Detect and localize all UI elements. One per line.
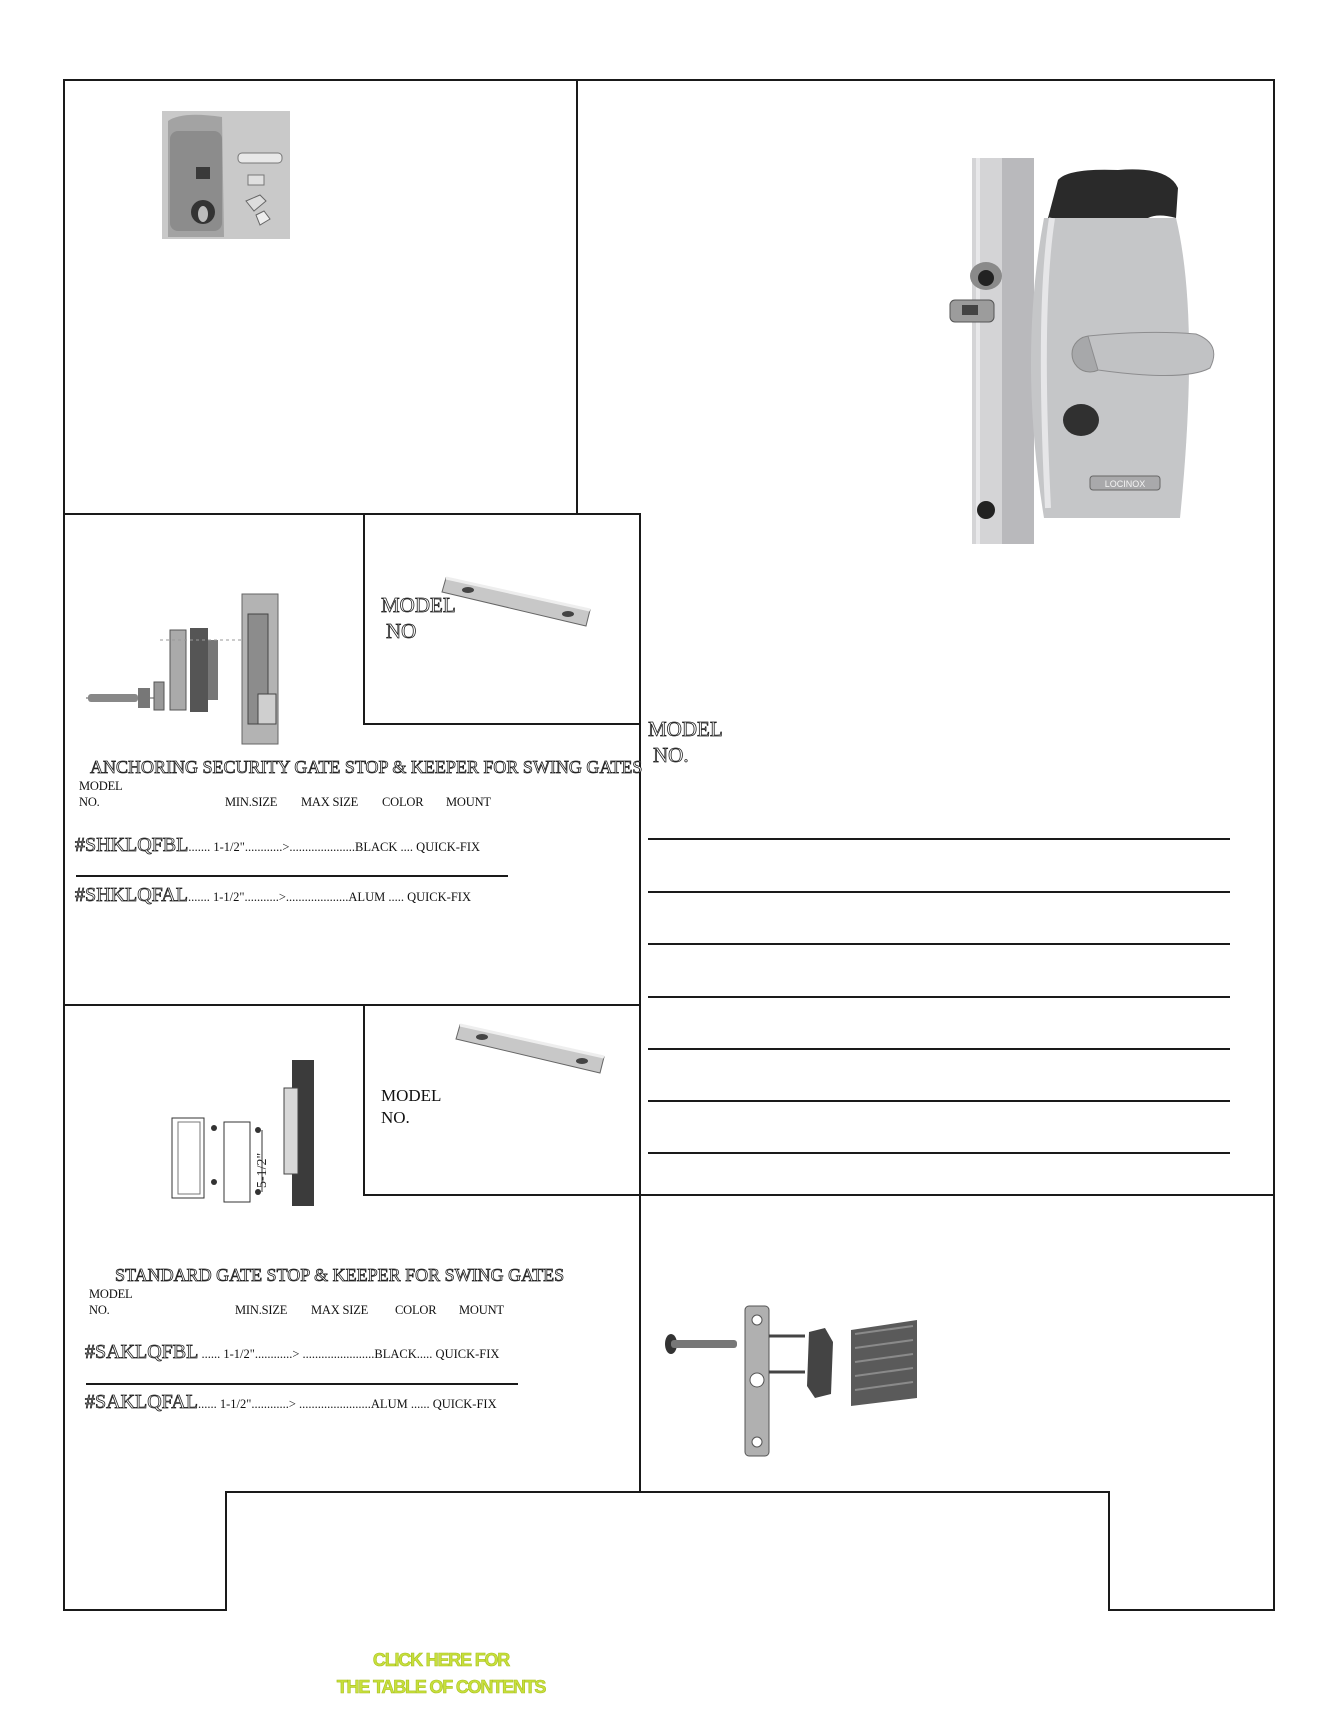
color: ALUM: [348, 890, 386, 904]
mount: QUICK-FIX: [432, 1397, 497, 1411]
entry-line: [648, 891, 1230, 893]
keeper-kit-image: [665, 1302, 925, 1462]
anchoring-row: #SHKLQFAL....... 1-1/2"...........>....................ALUM ..... QUICK-FIX: [75, 884, 471, 906]
standard-col-max: MAX SIZE: [311, 1303, 369, 1317]
anchoring-keeper-plate-image: [440, 570, 600, 630]
toc-link-line2[interactable]: THE TABLE OF CONTENTS: [336, 1677, 546, 1697]
standard-col-no: NO.: [89, 1303, 110, 1317]
row-divider: [86, 1383, 518, 1385]
min-size: 1-1/2": [223, 1347, 255, 1361]
standard-row: #SAKLQFAL...... 1-1/2"............> .......................ALUM ...... QUICK-FIX: [85, 1391, 497, 1413]
model-code: #SHKLQFBL: [75, 834, 189, 856]
standard-col-model: MODEL: [89, 1287, 133, 1301]
toc-link-line1[interactable]: CLICK HERE FOR: [372, 1650, 510, 1670]
standard-title: STANDARD GATE STOP & KEEPER FOR SWING GATES: [115, 1265, 565, 1285]
entry-line: [648, 996, 1230, 998]
anchoring-col-max: MAX SIZE: [301, 795, 359, 809]
color: BLACK: [355, 840, 398, 854]
standard-model-label: MODEL NO.: [381, 1086, 442, 1127]
anchoring-col-model: MODEL: [79, 779, 123, 793]
color: ALUM: [370, 1397, 408, 1411]
min-size: 1-1/2": [219, 1397, 252, 1411]
entry-line: [648, 838, 1230, 840]
gate-lock-image: [948, 158, 1248, 544]
entry-line: [648, 1048, 1230, 1050]
standard-gate-stop-exploded-image: [166, 1058, 336, 1208]
table-of-contents-link[interactable]: [296, 1647, 586, 1701]
standard-col-mount: MOUNT: [459, 1303, 504, 1317]
anchoring-model-label: MODEL NO: [381, 593, 456, 643]
anchoring-title: ANCHORING SECURITY GATE STOP & KEEPER FOR SWING GATES: [90, 757, 643, 777]
model-code: #SAKLQFAL: [85, 1391, 198, 1413]
standard-col-color: COLOR: [395, 1303, 437, 1317]
min-size: 1-1/2": [213, 840, 245, 854]
standard-col-min: MIN.SIZE: [235, 1303, 288, 1317]
model-code: #SAKLQFBL: [85, 1341, 199, 1363]
anchoring-col-min: MIN.SIZE: [225, 795, 278, 809]
color: BLACK: [374, 1347, 417, 1361]
standard-row: #SAKLQFBL ...... 1-1/2"............> .......................BLACK..... QUICK-FIX: [85, 1341, 500, 1363]
anchoring-col-no: NO.: [79, 795, 100, 809]
anchoring-col-color: COLOR: [382, 795, 424, 809]
standard-keeper-plate-image: [454, 1017, 614, 1077]
entry-line: [648, 943, 1230, 945]
mount: QUICK-FIX: [416, 840, 481, 854]
lock-model-label: MODEL NO.: [648, 717, 723, 767]
mount: QUICK-FIX: [407, 890, 471, 904]
brand-plate-text: LOCINOX: [1104, 479, 1146, 489]
entry-line: [648, 1152, 1230, 1154]
row-divider: [76, 875, 508, 877]
mount: QUICK-FIX: [435, 1347, 500, 1361]
anchoring-row: #SHKLQFBL....... 1-1/2"............>.....................BLACK .... QUICK-FIX: [75, 834, 481, 856]
anchoring-col-mount: MOUNT: [446, 795, 491, 809]
dimension-label: 5-1/2": [255, 1152, 270, 1188]
lock-accessories-image: [162, 111, 290, 239]
anchoring-gate-stop-exploded-image: [82, 584, 302, 746]
entry-line: [648, 1100, 1230, 1102]
model-code: #SHKLQFAL: [75, 884, 188, 906]
min-size: 1-1/2": [212, 890, 245, 904]
